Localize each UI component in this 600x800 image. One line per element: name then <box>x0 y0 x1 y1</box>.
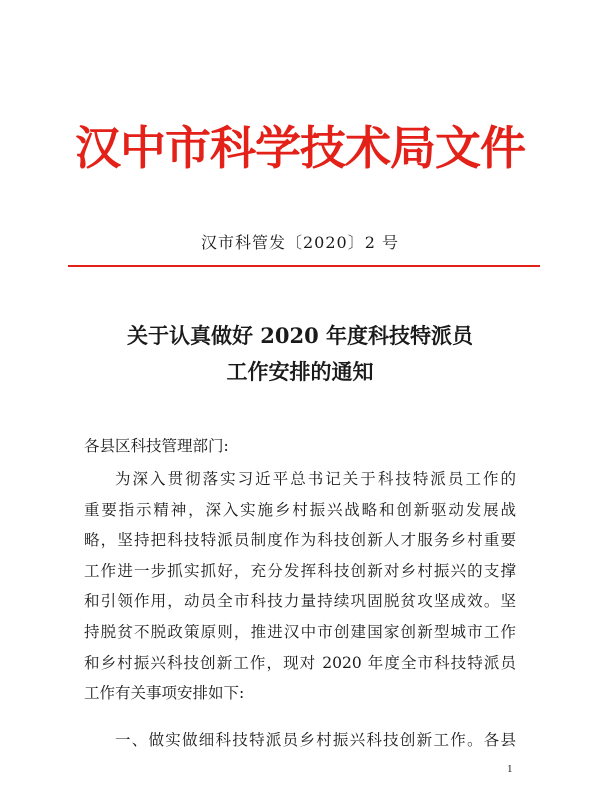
body-line-2: 重要指示精神，深入实施乡村振兴战略和创新驱动发展战 <box>84 500 516 519</box>
body-paragraph <box>84 464 516 709</box>
notice-title-line-2: 工作安排的通知 <box>226 359 374 384</box>
body-line-6: 持脱贫不脱政策原则，推进汉中市创建国家创新型城市工作 <box>84 622 516 641</box>
body-line-1: 为深入贯彻落实习近平总书记关于科技特派员工作的 <box>115 470 516 488</box>
body-line-4: 工作进一步抓实抓好，充分发挥科技创新对乡村振兴的支撑 <box>84 561 516 580</box>
salutation: 各县区科技管理部门: <box>84 437 229 455</box>
body-line-3: 略，坚持把科技特派员制度作为科技创新人才服务乡村重要 <box>84 531 516 550</box>
section-1-heading: 一、做实做细科技特派员乡村振兴科技创新工作。各县 <box>115 731 516 749</box>
notice-title-line-1: 关于认真做好 2020 年度科技特派员 <box>126 323 474 348</box>
document-number: 汉市科管发〔2020〕2 号 <box>201 233 399 252</box>
page-number: 1 <box>507 763 513 775</box>
red-separator-line <box>68 265 540 267</box>
body-line-8: 工作有关事项安排如下: <box>84 684 245 703</box>
body-line-7: 和乡村振兴科技创新工作，现对 2020 年度全市科技特派员 <box>84 653 516 672</box>
agency-header-title: 汉中市科学技术局文件 <box>75 121 525 175</box>
body-line-5: 和引领作用，动员全市科技力量持续巩固脱贫攻坚成效。坚 <box>84 592 516 611</box>
